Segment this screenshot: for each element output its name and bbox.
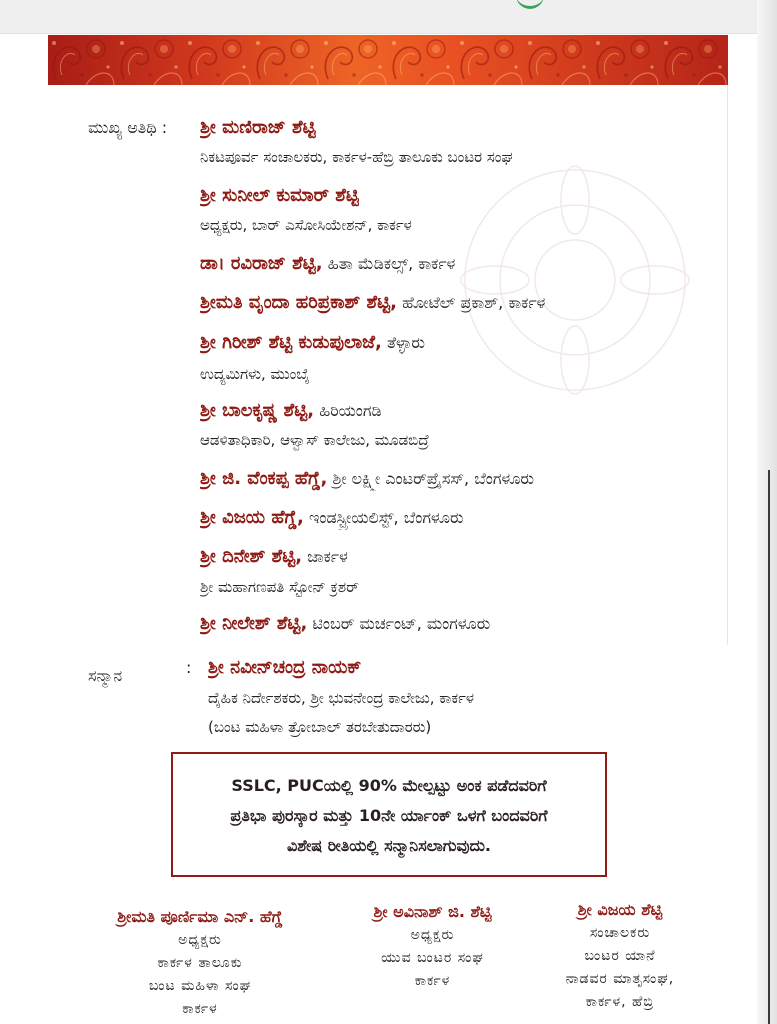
guest-name: ಶ್ರೀ ವಿಜಯ ಹೆಗ್ಡೆ,	[200, 507, 304, 528]
signatory-line: ಕಾರ್ಕಳ ತಾಲೂಕು	[157, 955, 243, 971]
notice-line: SSLC, PUCಯಲ್ಲಿ 90% ಮೇಲ್ಪಟ್ಟು ಅಂಕ ಪಡೆದವರಿಗೆ	[231, 776, 547, 795]
right-page-margin	[757, 0, 777, 1024]
notice-line: ಪ್ರತಿಭಾ ಪುರಸ್ಕಾರ ಮತ್ತು 10ನೇ ರ್ಯಾಂಕ್ ಒಳಗೆ ಬಂದವರಿಗೆ	[230, 806, 548, 825]
felicitation-name: ಶ್ರೀ ನವೀನ್‌ಚಂದ್ರ ನಾಯಕ್	[208, 657, 362, 678]
guest-name: ಡಾ। ರವಿರಾಜ್ ಶೆಟ್ಟಿ,	[200, 253, 323, 274]
guest-entry	[200, 399, 382, 423]
guest-name: ಶ್ರೀ ಸುನೀಲ್ ಕುಮಾರ್ ಶೆಟ್ಟಿ	[200, 185, 359, 206]
guest-entry	[200, 291, 545, 315]
felicitation-colon: :	[186, 658, 192, 677]
guest-name: ಶ್ರೀ ಮಣಿರಾಜ್ ಶೆಟ್ಟಿ	[200, 117, 316, 138]
guest-entry	[200, 331, 425, 355]
guest-entry	[200, 116, 316, 140]
guest-entry	[200, 252, 455, 276]
guest-affiliation: ಹಿತಾ ಮೆಡಿಕಲ್ಸ್, ಕಾರ್ಕಳ	[327, 254, 456, 273]
notice-line: ವಿಶೇಷ ರೀತಿಯಲ್ಲಿ ಸನ್ಮಾನಿಸಲಾಗುವುದು.	[286, 836, 492, 855]
guest-detail	[200, 575, 359, 599]
guest-entry	[200, 545, 348, 569]
previous-page-edge	[0, 0, 777, 34]
guest-detail	[200, 428, 429, 452]
guest-affiliation: ಶ್ರೀ ಲಕ್ಷ್ಮೀ ಎಂಟರ್‌ಪ್ರೈಸಸ್, ಬೆಂಗಳೂರು	[332, 469, 534, 488]
signatory-name: ಶ್ರೀ ಅವಿನಾಶ್ ಜಿ. ಶೆಟ್ಟಿ	[373, 902, 492, 921]
signatory-line: ಬಂಟ ಮಹಿಳಾ ಸಂಘ	[148, 978, 252, 994]
felicitation-detail	[208, 715, 431, 739]
guest-entry	[200, 467, 534, 491]
guest-affiliation: ಟಿಂಬರ್ ಮರ್ಚಂಟ್, ಮಂಗಳೂರು	[312, 614, 491, 633]
guest-entry	[200, 612, 490, 636]
guest-name: ಶ್ರೀ ದಿನೇಶ್ ಶೆಟ್ಟಿ,	[200, 546, 303, 567]
signatory-name: ಶ್ರೀ ವಿಜಯ ಶೆಟ್ಟಿ	[577, 900, 663, 919]
signatory-column	[335, 900, 530, 993]
chief-guest-label: ಮುಖ್ಯ ಅತಿಥಿ :	[88, 118, 168, 137]
guest-designation: ಆಡಳಿತಾಧಿಕಾರಿ, ಆಳ್ವಾಸ್ ಕಾಲೇಜು, ಮೂಡಬಿದ್ರೆ	[200, 431, 430, 449]
ornamental-banner	[48, 35, 728, 85]
guest-name: ಶ್ರೀ ನೀಲೇಶ್ ಶೆಟ್ಟಿ,	[200, 613, 308, 634]
felicitation-detail	[208, 686, 474, 710]
guest-designation: ಉದ್ಯಮಿಗಳು, ಮುಂಬೈ	[200, 365, 310, 383]
signatory-line: ಯುವ ಬಂಟರ ಸಂಘ	[381, 950, 484, 966]
signatory-line: ಕಾರ್ಕಳ	[414, 973, 451, 989]
felicitation-entry	[208, 656, 361, 680]
guest-designation: ಶ್ರೀ ಮಹಾಗಣಪತಿ ಸ್ಟೋನ್ ಕ್ರಶರ್	[200, 578, 359, 596]
guest-designation: ನಿಕಟಪೂರ್ವ ಸಂಚಾಲಕರು, ಕಾರ್ಕಳ-ಹೆಬ್ರಿ ತಾಲೂಕು ಬಂಟರ ಸಂಘ	[200, 148, 513, 166]
signatory-line: ಅಧ್ಯಕ್ಷರು	[178, 932, 222, 948]
guest-name: ಶ್ರೀಮತಿ ವೃಂದಾ ಹರಿಪ್ರಕಾಶ್ ಶೆಟ್ಟಿ,	[200, 292, 397, 313]
felicitation-designation: ದೈಹಿಕ ನಿರ್ದೇಶಕರು, ಶ್ರೀ ಭುವನೇಂದ್ರ ಕಾಲೇಜು, ಕಾರ್ಕಳ	[208, 689, 474, 707]
guest-affiliation: ಹೋಟೆಲ್ ಪ್ರಕಾಶ್, ಕಾರ್ಕಳ	[402, 293, 546, 312]
signatory-line: ಕಾರ್ಕಳ	[182, 1001, 218, 1017]
award-notice-box	[171, 752, 607, 877]
signatory-line: ನಾಡವರ ಮಾತೃಸಂಘ,	[565, 971, 675, 987]
guest-detail	[200, 362, 310, 386]
signatory-column	[530, 898, 710, 1014]
felicitation-note: (ಬಂಟ ಮಹಿಳಾ ತ್ರೋಬಾಲ್ ತರಬೇತುದಾರರು)	[208, 718, 432, 736]
signatory-line: ಬಂಟರ ಯಾನೆ	[584, 948, 656, 964]
guest-name: ಶ್ರೀ ಗಿರೀಶ್ ಶೆಟ್ಟಿ ಕುಡುಪುಲಾಜೆ,	[200, 332, 382, 353]
guest-detail	[200, 213, 412, 237]
guest-detail	[200, 145, 513, 169]
felicitation-label: ಸನ್ಮಾನ	[88, 666, 123, 685]
guest-entry	[200, 506, 464, 530]
signatory-line: ಸಂಚಾಲಕರು	[589, 925, 651, 941]
guest-affiliation: ಜಾರ್ಕಳ	[307, 547, 348, 566]
banner-pattern	[48, 35, 728, 85]
faint-mandala-watermark	[425, 130, 725, 430]
guest-name: ಶ್ರೀ ಬಾಲಕೃಷ್ಣ ಶೆಟ್ಟಿ,	[200, 400, 315, 421]
signatory-line: ಕಾರ್ಕಳ, ಹೆಬ್ರಿ	[585, 994, 655, 1010]
guest-name: ಶ್ರೀ ಜಿ. ವೆಂಕಪ್ಪ ಹೆಗ್ಡೆ,	[200, 468, 328, 489]
page-edge-line	[727, 85, 728, 645]
signatory-name: ಶ್ರೀಮತಿ ಪೂರ್ಣಿಮಾ ಎನ್. ಹೆಗ್ಡೆ	[117, 907, 283, 926]
signatory-column	[80, 905, 320, 1021]
signatory-line: ಅಧ್ಯಕ್ಷರು	[410, 927, 455, 943]
guest-designation: ಅಧ್ಯಕ್ಷರು, ಬಾರ್ ಎಸೋಸಿಯೇಶನ್, ಕಾರ್ಕಳ	[200, 216, 412, 234]
guest-affiliation: ತೆಳ್ಳಾರು	[386, 333, 425, 352]
guest-entry	[200, 184, 359, 208]
guest-affiliation: ಹಿರಿಯಂಗಡಿ	[319, 401, 382, 420]
guest-affiliation: ಇಂಡಸ್ಟ್ರೀಯಲಿಸ್ಟ್, ಬೆಂಗಳೂರು	[308, 508, 464, 527]
right-edge-line	[768, 470, 770, 1024]
